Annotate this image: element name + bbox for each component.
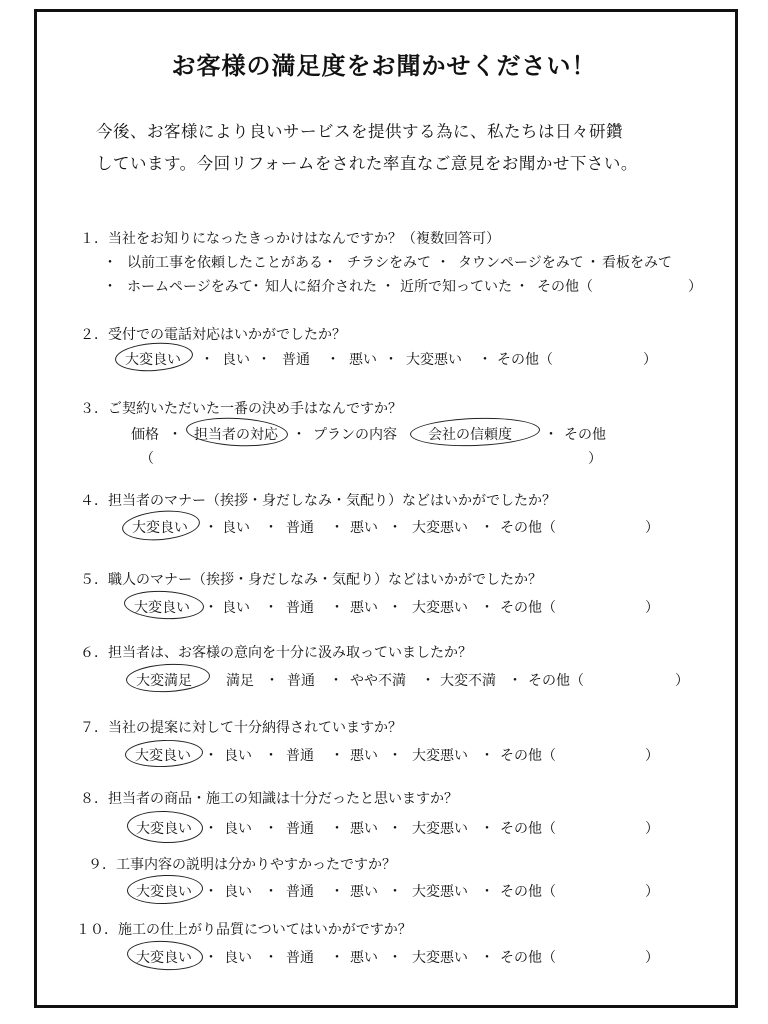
close-paren: ） [588,451,602,467]
separator: ・ [204,821,218,837]
q10-option-bad: 悪い [350,950,378,966]
q1-option-flyer: チラシをみて [347,255,431,271]
separator: ・ [330,821,344,837]
separator: ・ [264,884,278,900]
q4-option-other: その他（ [500,520,556,536]
separator: ・ [204,884,218,900]
question-2: ２．受付での電話対応はいかがでしたか？ [80,327,346,343]
separator: ・ [204,600,218,616]
separator: ・ [200,352,214,368]
close-paren: ） [645,884,659,900]
separator: ・ [249,279,263,295]
q9-option-very-bad: 大変悪い [412,884,468,900]
separator: ・ [103,279,117,295]
q2-option-average: 普通 [282,352,310,368]
q6-option-average: 普通 [287,673,315,689]
separator: ・ [204,748,218,764]
q1-option-signboard: 看板をみて [602,255,672,271]
q8-option-bad: 悪い [350,821,378,837]
q9-option-bad: 悪い [350,884,378,900]
q5-option-bad: 悪い [350,600,378,616]
q6-option-very-satisfied: 大変満足 [136,673,192,689]
separator: ・ [436,255,450,271]
q9-option-average: 普通 [286,884,314,900]
separator: ・ [544,427,558,443]
q1-option-homepage: ホームページをみて [127,279,253,295]
intro-line-2: しています。今回リフォームをされた率直なご意見をお聞かせ下さい。 [96,154,638,173]
q6-option-satisfied: 満足 [226,673,254,689]
separator: ・ [388,821,402,837]
q7-option-average: 普通 [286,748,314,764]
separator: ・ [326,352,340,368]
q2-option-very-bad: 大変悪い [406,352,462,368]
separator: ・ [388,600,402,616]
close-paren: ） [645,821,659,837]
close-paren: ） [643,352,657,368]
close-paren: ） [645,748,659,764]
separator: ・ [384,352,398,368]
q1-option-neighborhood: 近所で知っていた [400,279,512,295]
question-5: ５．職人のマナー（挨拶・身だしなみ・気配り）などはいかがでしたか？ [80,572,542,588]
q1-option-other: その他（ [537,279,593,295]
separator: ・ [330,748,344,764]
q5-option-very-good: 大変良い [134,600,190,616]
close-paren: ） [645,600,659,616]
separator: ・ [330,600,344,616]
q4-option-good: 良い [222,520,250,536]
q4-option-very-good: 大変良い [132,520,188,536]
q7-option-bad: 悪い [350,748,378,764]
separator: ・ [480,520,494,536]
question-7: ７．当社の提案に対して十分納得されていますか？ [80,720,402,736]
question-6: ６．担当者は、お客様の意向を十分に汲み取っていましたか？ [80,645,472,661]
q3-option-trust: 会社の信頼度 [428,427,512,443]
separator: ・ [323,255,337,271]
q1-option-townpage: タウンページをみて [458,255,584,271]
q7-option-very-bad: 大変悪い [412,748,468,764]
close-paren: ） [645,950,659,966]
separator: ・ [264,600,278,616]
q8-option-very-good: 大変良い [136,821,192,837]
separator: ・ [388,748,402,764]
q3-option-price: 価格 [131,427,159,443]
q3-option-plan: プランの内容 [313,427,397,443]
q8-option-average: 普通 [286,821,314,837]
q5-option-very-bad: 大変悪い [412,600,468,616]
separator: ・ [257,352,271,368]
separator: ・ [265,673,279,689]
q4-option-average: 普通 [286,520,314,536]
question-9: ９．工事内容の説明は分かりやすかったですか？ [88,857,396,873]
q2-option-good: 良い [222,352,250,368]
q2-option-bad: 悪い [349,352,377,368]
open-paren: （ [140,451,154,467]
page-title: お客様の満足度をお聞かせください！ [171,52,597,80]
q8-option-very-bad: 大変悪い [412,821,468,837]
separator: ・ [480,600,494,616]
q4-option-very-bad: 大変悪い [412,520,468,536]
separator: ・ [264,520,278,536]
q5-option-good: 良い [222,600,250,616]
question-10: １０．施工の仕上がり品質についてはいかがですか？ [76,922,412,938]
q3-option-staff-response: 担当者の対応 [194,427,278,443]
q3-option-other: その他 [564,427,606,443]
separator: ・ [586,255,600,271]
separator: ・ [421,673,435,689]
question-4: ４．担当者のマナー（挨拶・身だしなみ・気配り）などはいかがでしたか？ [80,493,556,509]
separator: ・ [264,821,278,837]
q9-option-very-good: 大変良い [136,884,192,900]
q1-option-previous-work: 以前工事を依頼したことがある [127,255,323,271]
q10-option-very-good: 大変良い [136,950,192,966]
separator: ・ [264,950,278,966]
separator: ・ [168,427,182,443]
question-3: ３．ご契約いただいた一番の決め手はなんですか？ [80,401,402,417]
intro-line-1: 今後、お客様により良いサービスを提供する為に、私たちは日々研鑽 [96,122,623,141]
q10-option-very-bad: 大変悪い [412,950,468,966]
q10-option-other: その他（ [500,950,556,966]
separator: ・ [480,748,494,764]
separator: ・ [388,950,402,966]
separator: ・ [508,673,522,689]
q5-option-average: 普通 [286,600,314,616]
separator: ・ [204,520,218,536]
q8-option-good: 良い [224,821,252,837]
separator: ・ [330,884,344,900]
q5-option-other: その他（ [500,600,556,616]
separator: ・ [330,950,344,966]
separator: ・ [388,884,402,900]
separator: ・ [480,950,494,966]
q7-option-other: その他（ [500,748,556,764]
q4-option-bad: 悪い [350,520,378,536]
separator: ・ [515,279,529,295]
close-paren: ） [645,520,659,536]
q2-option-other: その他（ [497,352,553,368]
separator: ・ [478,352,492,368]
separator: ・ [329,673,343,689]
close-paren: ） [688,279,702,295]
separator: ・ [292,427,306,443]
q6-option-somewhat-dissatisfied: やや不満 [350,673,406,689]
separator: ・ [204,950,218,966]
q8-option-other: その他（ [500,821,556,837]
separator: ・ [381,279,395,295]
separator: ・ [388,520,402,536]
q6-option-very-dissatisfied: 大変不満 [440,673,496,689]
q9-option-good: 良い [224,884,252,900]
q2-option-very-good: 大変良い [125,352,181,368]
question-1: １．当社をお知りになったきっかけはなんですか？（複数回答可） [80,231,500,247]
q7-option-very-good: 大変良い [135,748,191,764]
q6-option-other: その他（ [528,673,584,689]
close-paren: ） [675,673,689,689]
separator: ・ [480,884,494,900]
separator: ・ [480,821,494,837]
q9-option-other: その他（ [500,884,556,900]
q7-option-good: 良い [224,748,252,764]
separator: ・ [330,520,344,536]
q1-option-referral: 知人に紹介された [265,279,377,295]
q10-option-average: 普通 [286,950,314,966]
separator: ・ [103,255,117,271]
q10-option-good: 良い [224,950,252,966]
question-8: ８．担当者の商品・施工の知識は十分だったと思いますか？ [80,791,458,807]
separator: ・ [264,748,278,764]
